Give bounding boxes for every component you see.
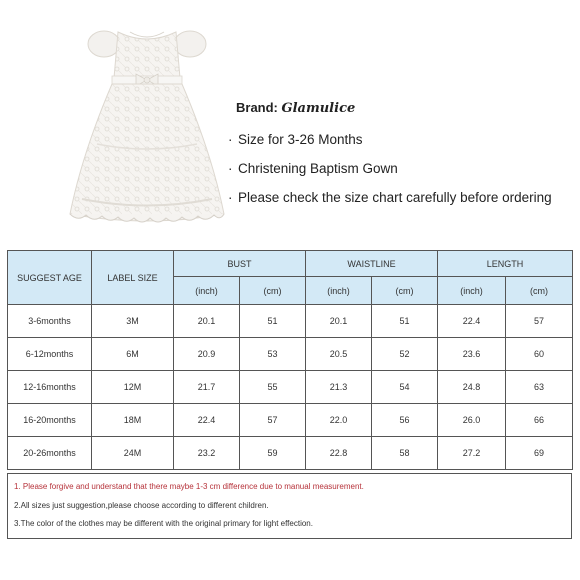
bullet-text: Please check the size chart carefully before ordering — [238, 190, 552, 205]
header-length-inch: (inch) — [438, 277, 506, 305]
bullet-item — [228, 132, 363, 147]
cell-waist-cm: 51 — [372, 305, 438, 338]
cell-waist-inch: 20.1 — [306, 305, 372, 338]
cell-label: 6M — [92, 338, 174, 371]
note-item: 2.All sizes just suggestion,please choose according to different children. — [14, 501, 269, 510]
cell-bust-inch: 22.4 — [174, 404, 240, 437]
cell-waist-cm: 52 — [372, 338, 438, 371]
bullet-icon: · — [228, 190, 233, 205]
bullet-icon: · — [228, 161, 233, 176]
dress-image — [52, 14, 242, 236]
cell-label: 3M — [92, 305, 174, 338]
cell-waist-inch: 20.5 — [306, 338, 372, 371]
cell-label: 12M — [92, 371, 174, 404]
header-bust-inch: (inch) — [174, 277, 240, 305]
table-row — [8, 437, 573, 470]
brand-name: Glamulice — [281, 101, 356, 116]
header-waist-inch: (inch) — [306, 277, 372, 305]
bullet-item — [228, 161, 398, 176]
header-waist-cm: (cm) — [372, 277, 438, 305]
header-bust: BUST — [174, 251, 306, 277]
note-item: 1. Please forgive and understand that there maybe 1-3 cm difference due to manual measurement. — [14, 482, 364, 491]
table-row — [8, 404, 573, 437]
cell-label: 24M — [92, 437, 174, 470]
header-bust-cm: (cm) — [240, 277, 306, 305]
cell-length-cm: 57 — [506, 305, 573, 338]
cell-bust-cm: 53 — [240, 338, 306, 371]
cell-bust-inch: 21.7 — [174, 371, 240, 404]
cell-length-cm: 69 — [506, 437, 573, 470]
cell-bust-inch: 23.2 — [174, 437, 240, 470]
header-length: LENGTH — [438, 251, 573, 277]
cell-bust-cm: 59 — [240, 437, 306, 470]
cell-waist-cm: 58 — [372, 437, 438, 470]
brand-label: Brand: — [236, 100, 278, 115]
cell-bust-inch: 20.1 — [174, 305, 240, 338]
bullet-text: Christening Baptism Gown — [238, 161, 398, 176]
cell-waist-inch: 22.8 — [306, 437, 372, 470]
bullet-text: Size for 3-26 Months — [238, 132, 363, 147]
cell-length-inch: 26.0 — [438, 404, 506, 437]
bullet-icon: · — [228, 132, 233, 147]
cell-waist-cm: 54 — [372, 371, 438, 404]
table-row — [8, 305, 573, 338]
cell-bust-cm: 55 — [240, 371, 306, 404]
header-length-cm: (cm) — [506, 277, 573, 305]
cell-age: 16-20months — [8, 404, 92, 437]
size-chart-table — [7, 250, 573, 470]
table-row — [8, 338, 573, 371]
cell-length-cm: 63 — [506, 371, 573, 404]
cell-age: 3-6months — [8, 305, 92, 338]
cell-age: 20-26months — [8, 437, 92, 470]
cell-age: 6-12months — [8, 338, 92, 371]
cell-length-cm: 60 — [506, 338, 573, 371]
cell-bust-inch: 20.9 — [174, 338, 240, 371]
cell-length-inch: 22.4 — [438, 305, 506, 338]
header-waistline: WAISTLINE — [306, 251, 438, 277]
cell-waist-inch: 21.3 — [306, 371, 372, 404]
cell-waist-cm: 56 — [372, 404, 438, 437]
header-label-size: LABEL SIZE — [92, 251, 174, 305]
bullet-item — [228, 190, 552, 205]
cell-length-inch: 23.6 — [438, 338, 506, 371]
cell-length-inch: 27.2 — [438, 437, 506, 470]
cell-label: 18M — [92, 404, 174, 437]
cell-bust-cm: 51 — [240, 305, 306, 338]
cell-age: 12-16months — [8, 371, 92, 404]
cell-bust-cm: 57 — [240, 404, 306, 437]
cell-waist-inch: 22.0 — [306, 404, 372, 437]
table-row — [8, 371, 573, 404]
notes-box — [7, 473, 572, 539]
note-item: 3.The color of the clothes may be different with the original primary for light effection. — [14, 519, 313, 528]
header-suggest-age: SUGGEST AGE — [8, 251, 92, 305]
cell-length-inch: 24.8 — [438, 371, 506, 404]
brand-line — [236, 100, 355, 116]
cell-length-cm: 66 — [506, 404, 573, 437]
christening-gown-illustration — [52, 14, 242, 236]
